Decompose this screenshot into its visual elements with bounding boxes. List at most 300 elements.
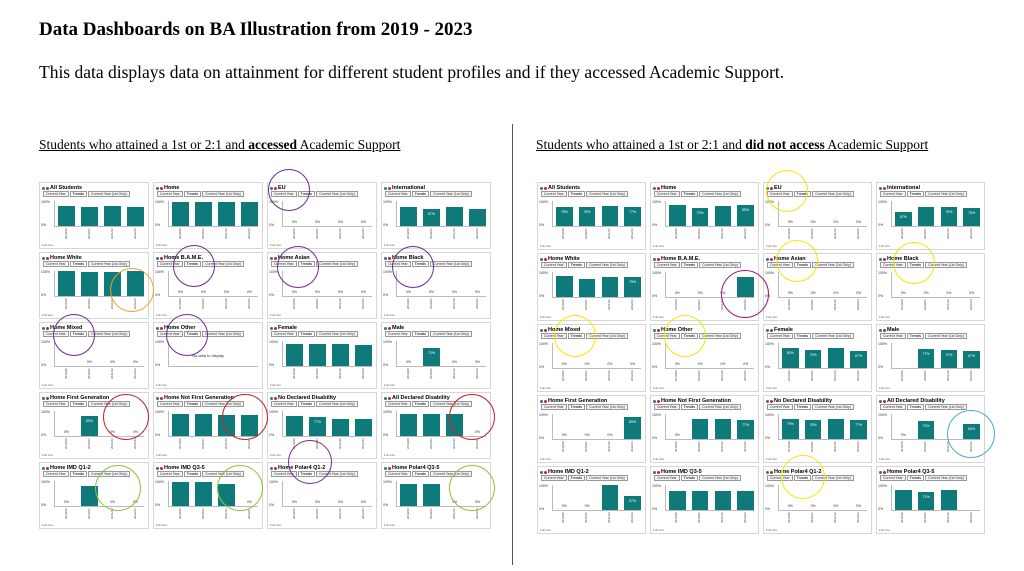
tab-current-year-1st-only[interactable]: Current Year (1st Only) <box>430 471 472 477</box>
tab-current-year[interactable]: Current Year <box>654 404 680 410</box>
nav-dot-icon[interactable] <box>540 187 543 190</box>
tab-trends[interactable]: Trends <box>568 262 585 268</box>
tab-current-year-1st-only[interactable]: Current Year (1st Only) <box>699 404 741 410</box>
bar-2020-21[interactable] <box>692 419 708 439</box>
nav-dot-icon[interactable] <box>544 187 547 190</box>
nav-dot-icon[interactable] <box>384 397 387 400</box>
tab-trends[interactable]: Trends <box>907 262 924 268</box>
bar-2020-21[interactable] <box>423 414 440 437</box>
tab-current-year[interactable]: Current Year <box>157 331 183 337</box>
bar-2022-23[interactable] <box>737 491 753 510</box>
bar-2022-23[interactable] <box>241 202 258 226</box>
tab-trends[interactable]: Trends <box>184 261 201 267</box>
nav-dot-icon[interactable] <box>156 327 159 330</box>
nav-dot-icon[interactable] <box>766 471 769 474</box>
bar-2019-20[interactable] <box>400 484 417 507</box>
bar-2021-22[interactable] <box>715 419 731 439</box>
nav-dot-icon[interactable] <box>42 327 45 330</box>
tab-trends[interactable]: Trends <box>568 404 585 410</box>
dashboard-tabs <box>385 191 487 197</box>
bar-2021-22[interactable] <box>446 414 463 437</box>
tab-trends[interactable]: Trends <box>794 333 811 339</box>
nav-dot-icon[interactable] <box>46 187 49 190</box>
bar-2020-21[interactable] <box>81 207 98 227</box>
bar-2020-21[interactable] <box>195 414 212 437</box>
nav-dot-icon[interactable] <box>653 187 656 190</box>
bar-2019-20[interactable] <box>58 271 75 296</box>
bar-2022-23[interactable] <box>127 207 144 227</box>
bar-2020-21[interactable] <box>195 202 212 226</box>
nav-dot-icon[interactable] <box>653 400 656 403</box>
bar-2019-20[interactable] <box>172 482 189 506</box>
tab-current-year[interactable]: Current Year <box>767 404 793 410</box>
nav-dot-icon[interactable] <box>653 471 656 474</box>
tab-trends[interactable]: Trends <box>412 471 429 477</box>
tab-current-year[interactable]: Current Year <box>541 191 567 197</box>
dashboard-all-students <box>39 182 149 249</box>
tab-trends[interactable]: Trends <box>794 191 811 197</box>
nav-dot-icon[interactable] <box>770 471 773 474</box>
tab-current-year[interactable]: Current Year <box>271 261 297 267</box>
bar-2021-22[interactable] <box>828 348 844 368</box>
tab-current-year[interactable]: Current Year <box>157 261 183 267</box>
dashboard-title-text: Home White <box>548 256 580 262</box>
nav-dot-icon[interactable] <box>770 187 773 190</box>
bar-2020-21[interactable] <box>309 344 326 366</box>
tab-current-year-1st-only[interactable]: Current Year (1st Only) <box>316 331 358 337</box>
nav-dot-icon[interactable] <box>270 327 273 330</box>
tab-trends[interactable]: Trends <box>70 191 87 197</box>
tab-current-year[interactable]: Current Year <box>880 404 906 410</box>
nav-dot-icon[interactable] <box>274 257 277 260</box>
tab-trends[interactable]: Trends <box>298 331 315 337</box>
tab-trends[interactable]: Trends <box>412 331 429 337</box>
nav-dot-icon[interactable] <box>879 471 882 474</box>
bar-2019-20[interactable] <box>400 207 417 226</box>
tab-trends[interactable]: Trends <box>184 331 201 337</box>
tab-current-year-1st-only[interactable]: Current Year (1st Only) <box>699 262 741 268</box>
nav-dot-icon[interactable] <box>42 257 45 260</box>
nav-dot-icon[interactable] <box>657 258 660 261</box>
bar-2021-22[interactable] <box>104 206 121 226</box>
bar-2021-22[interactable] <box>602 206 618 227</box>
y-tick-label: 0% <box>155 223 161 227</box>
tab-trends[interactable]: Trends <box>298 191 315 197</box>
nav-dot-icon[interactable] <box>879 400 882 403</box>
tab-trends[interactable]: Trends <box>298 471 315 477</box>
nav-dot-icon[interactable] <box>770 400 773 403</box>
nav-dot-icon[interactable] <box>42 467 45 470</box>
tab-current-year-1st-only[interactable]: Current Year (1st Only) <box>430 261 472 267</box>
tab-current-year-1st-only[interactable]: Current Year (1st Only) <box>925 191 967 197</box>
bar-chart <box>54 411 144 437</box>
bar-value-label: 80% <box>85 419 93 423</box>
y-tick-label: 0% <box>539 436 545 440</box>
tab-trends[interactable]: Trends <box>681 262 698 268</box>
dashboard-grid-accessed <box>39 182 494 527</box>
nav-dot-icon[interactable] <box>657 400 660 403</box>
tab-trends[interactable]: Trends <box>907 475 924 481</box>
tab-current-year[interactable]: Current Year <box>654 191 680 197</box>
bar-value-label: 71% <box>922 495 930 500</box>
bar-2020-21[interactable] <box>918 207 934 226</box>
tab-current-year-1st-only[interactable]: Current Year (1st Only) <box>88 261 130 267</box>
nav-dot-icon[interactable] <box>388 257 391 260</box>
x-tick-label: 2020/21 <box>86 438 91 449</box>
nav-dot-icon[interactable] <box>657 187 660 190</box>
bar-2019-20[interactable] <box>669 491 685 510</box>
nav-dot-icon[interactable] <box>160 187 163 190</box>
tab-trends[interactable]: Trends <box>907 404 924 410</box>
nav-dot-icon[interactable] <box>46 467 49 470</box>
nav-dot-icon[interactable] <box>160 257 163 260</box>
x-tick-label: 2021/22 <box>109 228 114 239</box>
bar-2019-20[interactable] <box>669 205 685 226</box>
tab-current-year-1st-only[interactable]: Current Year (1st Only) <box>812 191 854 197</box>
tab-current-year[interactable]: Current Year <box>271 191 297 197</box>
bar-2021-22[interactable] <box>602 277 618 297</box>
tab-current-year[interactable]: Current Year <box>43 471 69 477</box>
tab-current-year[interactable]: Current Year <box>541 404 567 410</box>
bar-2019-20[interactable] <box>400 414 417 437</box>
bar-2022-23[interactable] <box>355 419 372 437</box>
nav-dot-icon[interactable] <box>156 467 159 470</box>
tab-current-year-1st-only[interactable]: Current Year (1st Only) <box>202 261 244 267</box>
tab-current-year-1st-only[interactable]: Current Year (1st Only) <box>699 191 741 197</box>
nav-dot-icon[interactable] <box>544 471 547 474</box>
nav-dot-icon[interactable] <box>46 327 49 330</box>
tab-current-year-1st-only[interactable]: Current Year (1st Only) <box>430 401 472 407</box>
bar-value-label: 0% <box>109 500 116 504</box>
tab-current-year-1st-only[interactable]: Current Year (1st Only) <box>925 404 967 410</box>
tab-current-year[interactable]: Current Year <box>767 262 793 268</box>
bar-chart <box>891 414 980 440</box>
bar-2021-22[interactable] <box>104 272 121 296</box>
tab-current-year[interactable]: Current Year <box>385 191 411 197</box>
tab-current-year[interactable]: Current Year <box>654 475 680 481</box>
tab-current-year[interactable]: Current Year <box>157 191 183 197</box>
bar-2019-20[interactable] <box>286 344 303 367</box>
tab-current-year-1st-only[interactable]: Current Year (1st Only) <box>316 261 358 267</box>
tab-trends[interactable]: Trends <box>681 333 698 339</box>
tab-current-year[interactable]: Current Year <box>43 191 69 197</box>
bar-2022-23[interactable] <box>127 271 144 296</box>
tab-current-year[interactable]: Current Year <box>157 401 183 407</box>
tab-trends[interactable]: Trends <box>794 475 811 481</box>
tab-trends[interactable]: Trends <box>184 471 201 477</box>
tab-current-year-1st-only[interactable]: Current Year (1st Only) <box>430 191 472 197</box>
dashboard-tabs <box>767 475 868 481</box>
x-tick-label: 2019/20 <box>405 298 410 309</box>
tab-current-year[interactable]: Current Year <box>385 401 411 407</box>
nav-dot-icon[interactable] <box>766 329 769 332</box>
bar-2021-22[interactable] <box>715 491 731 510</box>
nav-dot-icon[interactable] <box>766 187 769 190</box>
tab-trends[interactable]: Trends <box>794 404 811 410</box>
nav-dot-icon[interactable] <box>270 257 273 260</box>
tab-trends[interactable]: Trends <box>568 191 585 197</box>
bar-2021-22[interactable] <box>332 344 349 367</box>
tab-trends[interactable]: Trends <box>412 191 429 197</box>
nav-dot-icon[interactable] <box>274 327 277 330</box>
bar-2019-20[interactable] <box>172 202 189 226</box>
tab-current-year-1st-only[interactable]: Current Year (1st Only) <box>812 475 854 481</box>
x-tick-label: 2021/22 <box>223 298 228 309</box>
bar-value-label: 72% <box>427 351 435 355</box>
nav-dot-icon[interactable] <box>270 397 273 400</box>
x-tick-label: 2019/20 <box>561 228 566 239</box>
tab-current-year-1st-only[interactable]: Current Year (1st Only) <box>812 262 854 268</box>
bar-2021-22[interactable] <box>218 202 235 226</box>
tab-current-year-1st-only[interactable]: Current Year (1st Only) <box>88 191 130 197</box>
tab-current-year-1st-only[interactable]: Current Year (1st Only) <box>202 401 244 407</box>
nav-dot-icon[interactable] <box>544 400 547 403</box>
nav-dot-icon[interactable] <box>156 187 159 190</box>
tab-current-year-1st-only[interactable]: Current Year (1st Only) <box>202 191 244 197</box>
tab-current-year[interactable]: Current Year <box>767 191 793 197</box>
tab-current-year[interactable]: Current Year <box>271 471 297 477</box>
tab-current-year-1st-only[interactable]: Current Year (1st Only) <box>88 401 130 407</box>
bar-2019-20[interactable] <box>172 414 189 437</box>
bar-chart <box>665 414 754 440</box>
bar-value-label: 0% <box>561 504 567 508</box>
tab-current-year[interactable]: Current Year <box>43 401 69 407</box>
tab-current-year[interactable]: Current Year <box>43 331 69 337</box>
nav-dot-icon[interactable] <box>770 258 773 261</box>
nav-dot-icon[interactable] <box>388 187 391 190</box>
tab-current-year-1st-only[interactable]: Current Year (1st Only) <box>812 404 854 410</box>
tab-current-year[interactable]: Current Year <box>385 261 411 267</box>
tab-current-year[interactable]: Current Year <box>385 331 411 337</box>
tab-trends[interactable]: Trends <box>907 333 924 339</box>
nav-dot-icon[interactable] <box>883 187 886 190</box>
nav-dot-icon[interactable] <box>274 187 277 190</box>
nav-dot-icon[interactable] <box>388 467 391 470</box>
bar-value-label: 0% <box>246 290 253 294</box>
y-tick-label: 0% <box>155 503 161 507</box>
bar-2019-20[interactable] <box>556 276 572 297</box>
bar-2021-22[interactable] <box>332 419 349 437</box>
tab-current-year[interactable]: Current Year <box>654 333 680 339</box>
tab-trends[interactable]: Trends <box>412 261 429 267</box>
nav-dot-icon[interactable] <box>544 329 547 332</box>
tab-current-year[interactable]: Current Year <box>767 475 793 481</box>
nav-dot-icon[interactable] <box>156 397 159 400</box>
nav-dot-icon[interactable] <box>883 329 886 332</box>
tab-current-year-1st-only[interactable]: Current Year (1st Only) <box>586 333 628 339</box>
bar-2019-20[interactable] <box>895 490 911 510</box>
tab-current-year[interactable]: Current Year <box>767 333 793 339</box>
tab-current-year-1st-only[interactable]: Current Year (1st Only) <box>699 333 741 339</box>
nav-dot-icon[interactable] <box>544 258 547 261</box>
tab-current-year-1st-only[interactable]: Current Year (1st Only) <box>202 331 244 337</box>
bar-2021-22[interactable] <box>602 485 618 510</box>
tab-trends[interactable]: Trends <box>184 401 201 407</box>
bar-value-label: 0% <box>428 290 435 294</box>
dashboard-tabs <box>541 262 642 268</box>
tab-current-year-1st-only[interactable]: Current Year (1st Only) <box>586 191 628 197</box>
nav-dot-icon[interactable] <box>384 467 387 470</box>
nav-dot-icon[interactable] <box>770 329 773 332</box>
tab-current-year[interactable]: Current Year <box>43 261 69 267</box>
nav-dot-icon[interactable] <box>160 467 163 470</box>
nav-dot-icon[interactable] <box>657 471 660 474</box>
nav-dot-icon[interactable] <box>766 258 769 261</box>
nav-dot-icon[interactable] <box>883 400 886 403</box>
bar-chart <box>54 271 144 297</box>
nav-dot-icon[interactable] <box>540 400 543 403</box>
nav-dot-icon[interactable] <box>388 327 391 330</box>
nav-dot-icon[interactable] <box>42 397 45 400</box>
nav-dot-icon[interactable] <box>388 397 391 400</box>
tab-current-year-1st-only[interactable]: Current Year (1st Only) <box>88 331 130 337</box>
nav-dot-icon[interactable] <box>270 467 273 470</box>
tab-trends[interactable]: Trends <box>70 401 87 407</box>
tab-current-year[interactable]: Current Year <box>541 333 567 339</box>
bar-chart <box>282 341 372 367</box>
nav-dot-icon[interactable] <box>653 329 656 332</box>
nav-dot-icon[interactable] <box>540 258 543 261</box>
nav-dot-icon[interactable] <box>879 187 882 190</box>
bar-value-label: 77% <box>313 419 321 424</box>
dashboard-home-mixed <box>39 322 149 389</box>
nav-dot-icon[interactable] <box>657 329 660 332</box>
tab-current-year[interactable]: Current Year <box>541 262 567 268</box>
dashboard-footer: Full size <box>653 528 665 532</box>
tab-trends[interactable]: Trends <box>568 475 585 481</box>
tab-trends[interactable]: Trends <box>298 261 315 267</box>
nav-dot-icon[interactable] <box>883 258 886 261</box>
tab-trends[interactable]: Trends <box>412 401 429 407</box>
dashboard-footer: Full size <box>653 244 665 248</box>
bar-2022-23[interactable] <box>241 415 258 436</box>
tab-current-year-1st-only[interactable]: Current Year (1st Only) <box>316 191 358 197</box>
tab-current-year-1st-only[interactable]: Current Year (1st Only) <box>925 333 967 339</box>
bar-value-label: 0% <box>720 291 726 295</box>
nav-dot-icon[interactable] <box>384 327 387 330</box>
bar-2021-22[interactable] <box>941 490 957 510</box>
tab-current-year-1st-only[interactable]: Current Year (1st Only) <box>925 475 967 481</box>
nav-dot-icon[interactable] <box>883 471 886 474</box>
bar-2022-23[interactable] <box>355 345 372 366</box>
y-tick-label: 100% <box>878 484 887 488</box>
tab-current-year-1st-only[interactable]: Current Year (1st Only) <box>316 471 358 477</box>
tab-current-year-1st-only[interactable]: Current Year (1st Only) <box>430 331 472 337</box>
y-tick-label: 0% <box>41 293 47 297</box>
nav-dot-icon[interactable] <box>384 257 387 260</box>
tab-current-year-1st-only[interactable]: Current Year (1st Only) <box>202 471 244 477</box>
tab-current-year[interactable]: Current Year <box>880 475 906 481</box>
tab-current-year[interactable]: Current Year <box>385 471 411 477</box>
tab-current-year[interactable]: Current Year <box>157 471 183 477</box>
bar-chart <box>552 485 641 511</box>
nav-dot-icon[interactable] <box>42 187 45 190</box>
bar-value-label: 57% <box>629 498 637 503</box>
tab-trends[interactable]: Trends <box>681 475 698 481</box>
tab-trends[interactable]: Trends <box>70 261 87 267</box>
nav-dot-icon[interactable] <box>653 258 656 261</box>
bar-2020-21[interactable] <box>579 279 595 297</box>
tab-current-year[interactable]: Current Year <box>271 331 297 337</box>
tab-trends[interactable]: Trends <box>298 401 315 407</box>
nav-dot-icon[interactable] <box>540 329 543 332</box>
tab-current-year[interactable]: Current Year <box>654 262 680 268</box>
bar-2021-22[interactable] <box>828 419 844 439</box>
tab-current-year-1st-only[interactable]: Current Year (1st Only) <box>812 333 854 339</box>
tab-current-year-1st-only[interactable]: Current Year (1st Only) <box>586 404 628 410</box>
nav-dot-icon[interactable] <box>384 187 387 190</box>
nav-dot-icon[interactable] <box>160 327 163 330</box>
nav-dot-icon[interactable] <box>274 397 277 400</box>
bar-2021-22[interactable] <box>218 415 235 436</box>
y-tick-label: 0% <box>383 503 389 507</box>
tab-current-year[interactable]: Current Year <box>880 262 906 268</box>
nav-dot-icon[interactable] <box>270 187 273 190</box>
tab-trends[interactable]: Trends <box>70 331 87 337</box>
nav-dot-icon[interactable] <box>46 397 49 400</box>
x-tick-label: 2020/21 <box>200 438 205 449</box>
tab-current-year-1st-only[interactable]: Current Year (1st Only) <box>586 262 628 268</box>
tab-current-year[interactable]: Current Year <box>880 191 906 197</box>
y-tick-label: 0% <box>652 365 658 369</box>
tab-current-year-1st-only[interactable]: Current Year (1st Only) <box>316 401 358 407</box>
tab-trends[interactable]: Trends <box>70 471 87 477</box>
bar-2022-23[interactable] <box>737 277 753 297</box>
bar-2021-22[interactable] <box>446 207 463 226</box>
tab-trends[interactable]: Trends <box>794 262 811 268</box>
nav-dot-icon[interactable] <box>879 258 882 261</box>
bar-2021-22[interactable] <box>218 484 235 507</box>
bar-2019-20[interactable] <box>58 206 75 226</box>
tab-trends[interactable]: Trends <box>681 404 698 410</box>
dashboard-male <box>381 322 491 389</box>
bar-2019-20[interactable] <box>286 416 303 436</box>
bar-2020-21[interactable] <box>195 482 212 506</box>
tab-current-year[interactable]: Current Year <box>541 475 567 481</box>
nav-dot-icon[interactable] <box>156 257 159 260</box>
tab-current-year[interactable]: Current Year <box>271 401 297 407</box>
tab-current-year[interactable]: Current Year <box>880 333 906 339</box>
nav-dot-icon[interactable] <box>879 329 882 332</box>
x-tick-label: 2020/21 <box>697 441 702 452</box>
tab-trends[interactable]: Trends <box>681 191 698 197</box>
bar-2020-21[interactable] <box>423 484 440 507</box>
bar-chart <box>552 272 641 298</box>
tab-current-year-1st-only[interactable]: Current Year (1st Only) <box>925 262 967 268</box>
bar-2020-21[interactable] <box>81 272 98 296</box>
nav-dot-icon[interactable] <box>766 400 769 403</box>
x-tick-label: 2021/22 <box>451 438 456 449</box>
y-tick-label: 100% <box>652 200 661 204</box>
nav-dot-icon[interactable] <box>540 471 543 474</box>
bar-2022-23[interactable] <box>469 209 486 227</box>
bar-2020-21[interactable] <box>692 491 708 510</box>
nav-dot-icon[interactable] <box>160 397 163 400</box>
tab-current-year-1st-only[interactable]: Current Year (1st Only) <box>88 471 130 477</box>
bar-2020-21[interactable] <box>81 486 98 506</box>
x-tick-label: 2021/22 <box>719 370 724 381</box>
tab-trends[interactable]: Trends <box>907 191 924 197</box>
x-tick-label: 2021/22 <box>223 228 228 239</box>
tab-current-year-1st-only[interactable]: Current Year (1st Only) <box>699 475 741 481</box>
bar-2021-22[interactable] <box>715 206 731 227</box>
nav-dot-icon[interactable] <box>46 257 49 260</box>
tab-trends[interactable]: Trends <box>568 333 585 339</box>
nav-dot-icon[interactable] <box>274 467 277 470</box>
x-tick-label: 2019/20 <box>291 508 296 519</box>
tab-current-year-1st-only[interactable]: Current Year (1st Only) <box>586 475 628 481</box>
tab-trends[interactable]: Trends <box>184 191 201 197</box>
